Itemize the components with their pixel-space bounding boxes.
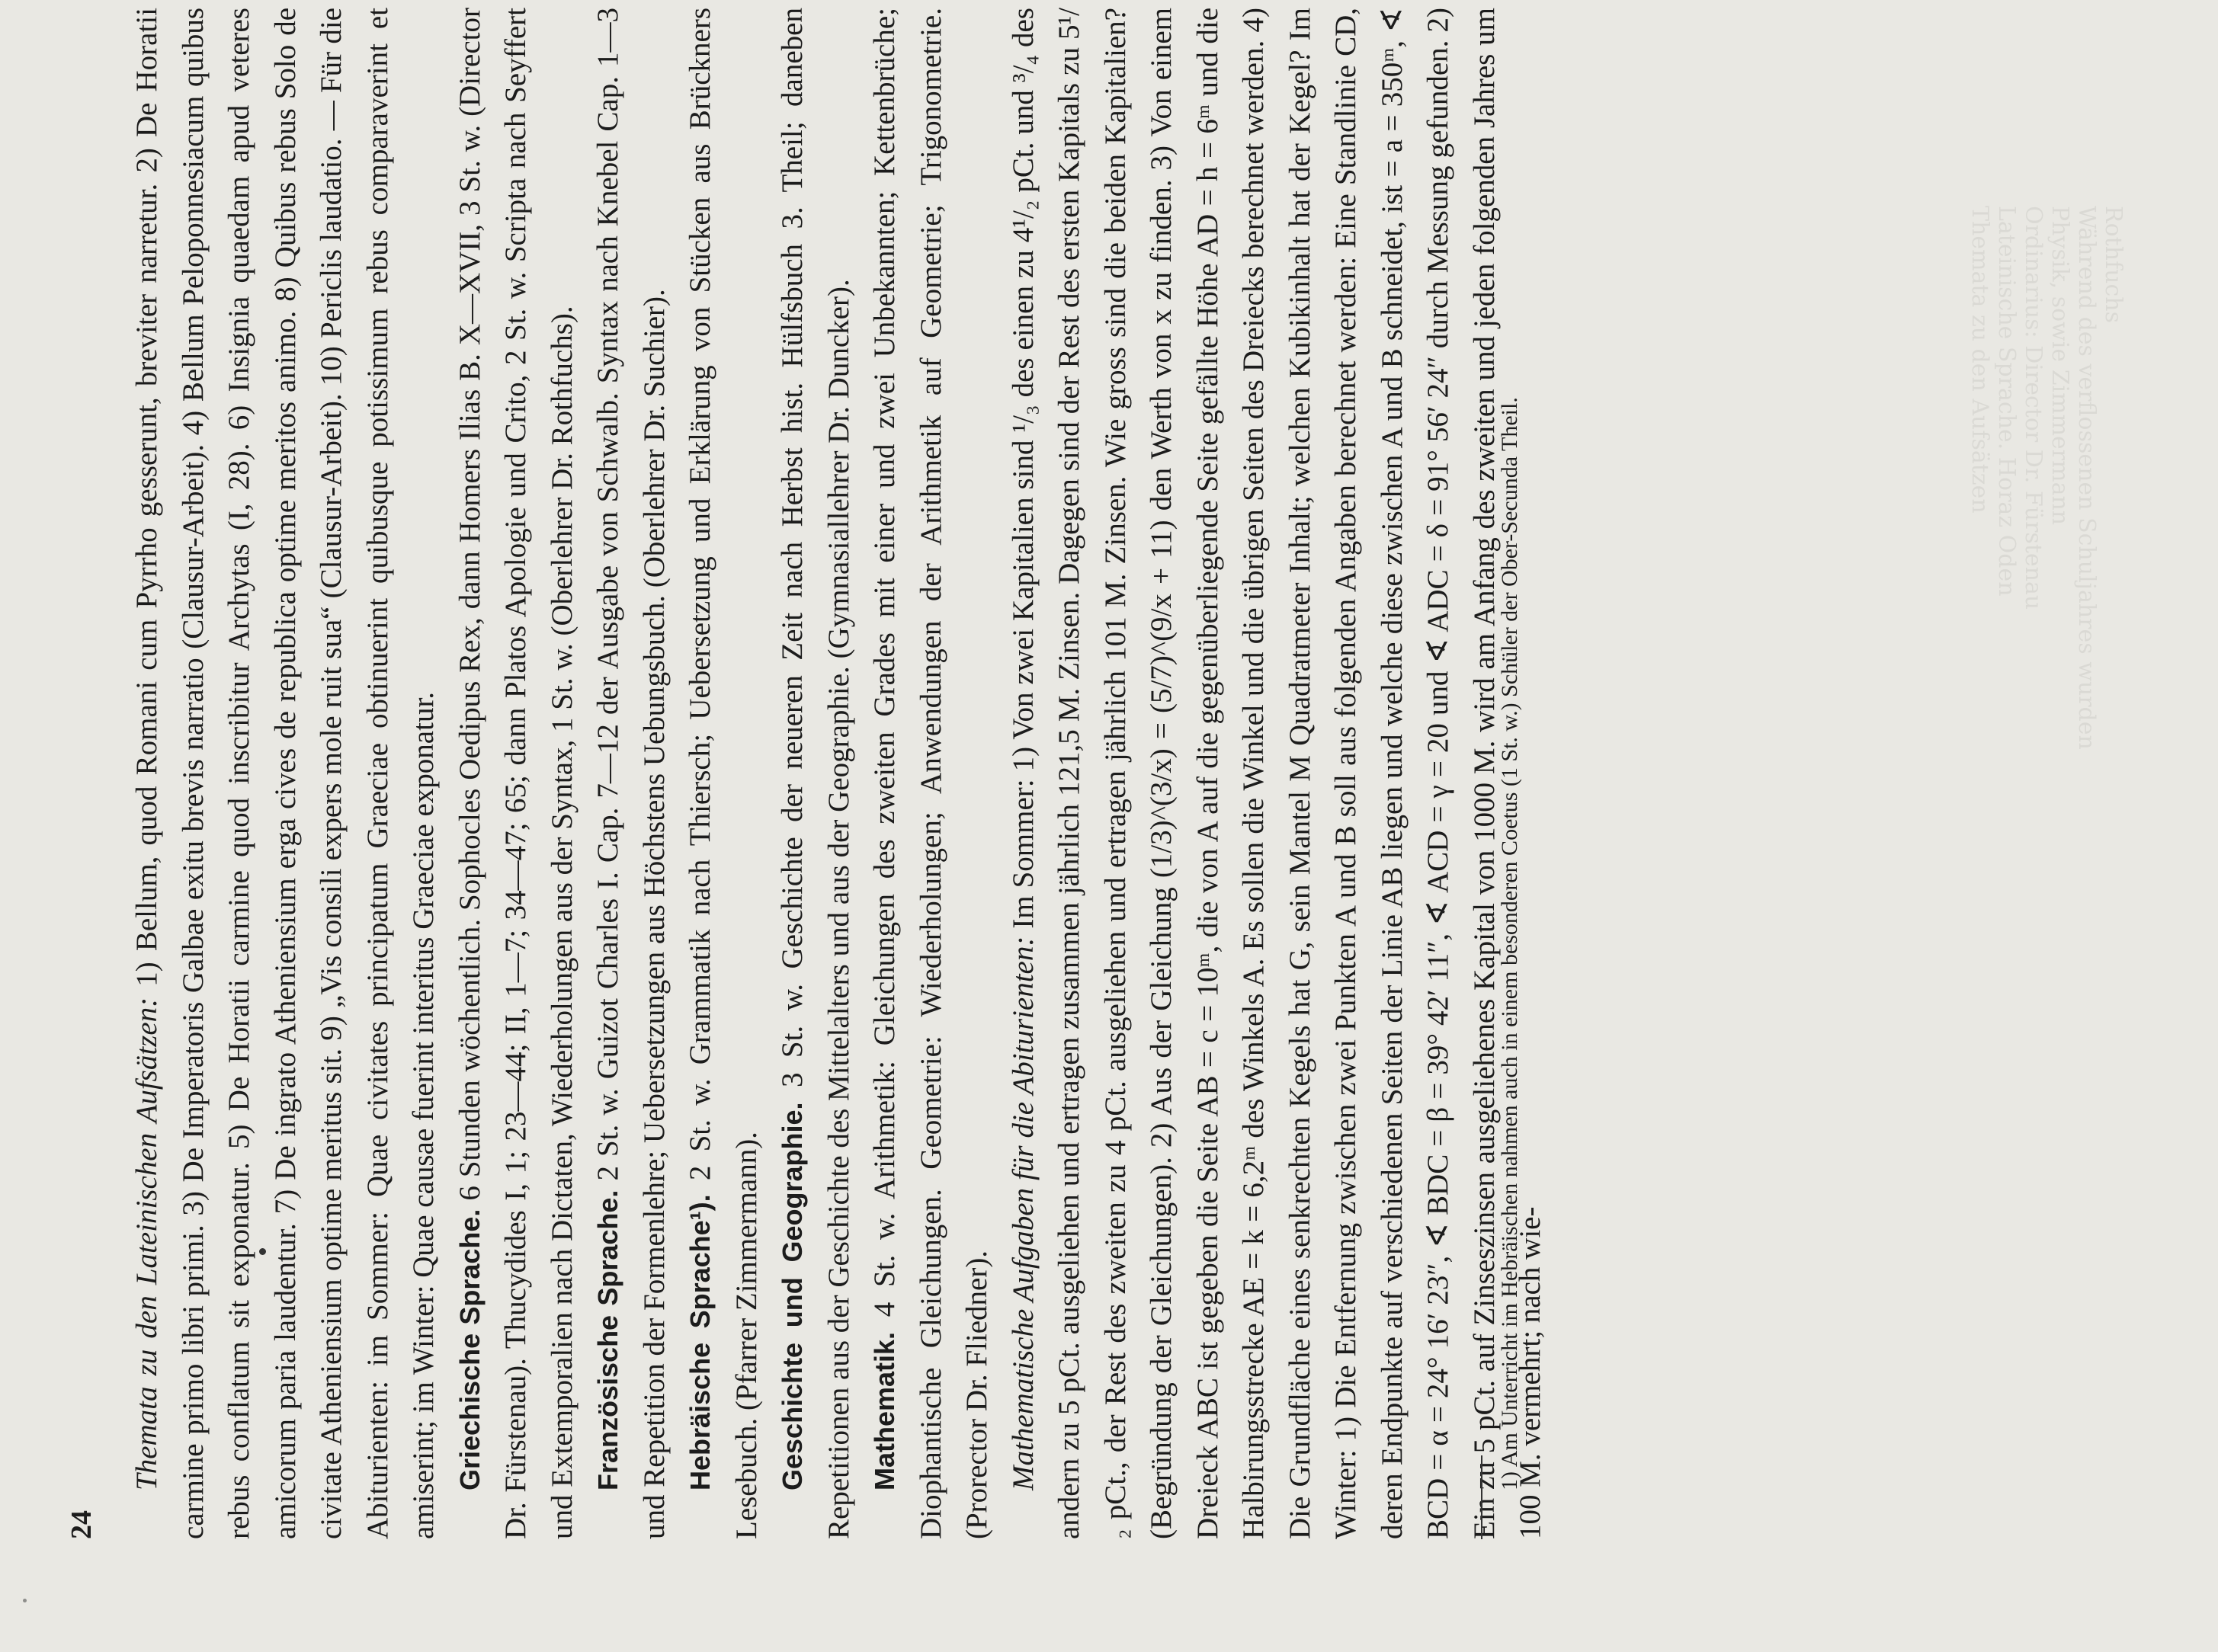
paragraph-text: 3 St. w. Geschichte der neueren Zeit nach Herbst hist. Hülfsbuch 3. Theil; daneben Repetitionen aus der Geschichte des Mittelalters und aus der Geographie. (Gymnasiallehrer Dr. Duncker).	[776, 8, 855, 1539]
paragraph-text: 2 St. w. Grammatik nach Thiersch; Uebersetzung und Erklärung von Stücken aus Brückners Lesebuch. (Pfarrer Zimmermann).	[684, 8, 763, 1539]
rotated-page-content	[65, 0, 2218, 1539]
page-number: 24	[66, 1510, 98, 1539]
paragraph-text: 6 Stunden wöchentlich. Sophocles Oedipus Rex, dann Homers Ilias B. X—XVII, 3 St. w. (Director Dr. Fürstenau). Thucydides I, 1; 23—44; II, 1—7; 34—47; 65; dann Platos Apologie und Crito, 2 St. w. Scripta nach Seyffert und Extemporalien nach Dictaten, Wiederholungen aus der Syntax, 1 St. w. (Oberlehrer Dr. Rothfuchs).	[453, 8, 579, 1539]
scan-speck	[259, 1248, 266, 1255]
footnote: 1) Am Unterricht im Hebräischen nahmen auch in einem besonderen Coetus (1 St. w.) Schüler der Ober-Secunda Theil.	[1497, 397, 1522, 1490]
bleed-line: Ordinarius: Director Dr. Fürstenau	[2020, 206, 2047, 610]
paragraph-griechisch	[447, 8, 586, 1539]
paragraph-themata	[124, 8, 447, 1539]
bleed-line: Lateinische Sprache. Horaz Oden	[1993, 206, 2020, 597]
section-heading: Französische Sprache.	[592, 1189, 623, 1490]
bleed-line: Physik, sowie Zimmermann	[2047, 206, 2073, 526]
paragraph-aufgaben	[1001, 8, 1554, 1539]
footnote-divider	[1481, 1455, 1482, 1539]
bleed-line: Während des verflossenen Schuljahres wurden	[2073, 206, 2100, 750]
bleed-line: Rothfuchs	[2100, 206, 2127, 323]
paragraph-geschichte	[770, 8, 862, 1539]
section-heading: Hebräische Sprache¹).	[684, 1194, 716, 1490]
paragraph-hebraeisch	[678, 8, 770, 1539]
section-heading: Geschichte und Geographie.	[777, 1102, 808, 1490]
section-heading: Griechische Sprache.	[454, 1209, 486, 1490]
paragraph-mathematik	[862, 8, 1001, 1539]
section-heading: Mathematik.	[869, 1331, 900, 1490]
paragraph-text: 4 St. w. Arithmetik: Gleichungen des zweiten Grades mit einer und zwei Unbekannten; Kettenbrüche; Diophantische Gleichungen. Geometrie: Wiederholungen; Anwendungen der Arithmetik auf Geometrie; Trigonometrie. (Prorector Dr. Fliedner).	[868, 8, 993, 1539]
body-text	[124, 8, 1554, 1539]
italic-lead: Mathematische Aufgaben für die Abiturienten:	[1006, 936, 1040, 1490]
paragraph-text: 2 St. w. Guizot Charles I. Cap. 7—12 der Ausgabe von Schwalb. Syntax nach Knebel Cap. 1—3 und Repetition der Formenlehre; Uebersetzungen aus Höchstens Uebungsbuch. (Oberlehrer Dr. Suchier).	[591, 7, 671, 1539]
scan-speck	[23, 1599, 27, 1602]
paragraph-text: Im Sommer: 1) Von zwei Kapitalien sind ¹/₃ des einen zu 4¹/₂ pCt. und ³/₄ des andern zu 5 pCt. ausgeliehen und ertragen zusammen jährlich 121,5 M. Zinsen. Dagegen sind der Rest des ersten Kapitals zu 5¹/₂ pCt., der Rest des zweiten zu 4 pCt. ausgeliehen und ertragen jährlich 101 M. Zinsen. Wie gross sind die beiden Kapitalien? (Begründung der Gleichungen). 2) Aus der Gleichung (1/3)^(3/x) = (5/7)^(9/x + 11) den Werth von x zu finden. 3) Von einem Dreieck ABC ist gegeben die Seite AB = c = 10ᵐ, die von A auf die gegenüberliegende Seite gefällte Höhe AD = h = 6ᵐ und die Halbirungsstrecke AE = k = 6,2ᵐ des Winkels A. Es sollen die Winkel und die übrigen Seiten des Dreiecks berechnet werden. 4) Die Grundfläche eines senkrechten Kegels hat G, sein Mantel M Quadratmeter Inhalt; welchen Kubikinhalt hat der Kegel? Im Winter: 1) Die Entfernung zwischen zwei Punkten A und B soll aus folgenden Angaben berechnet werden: Eine Standlinie CD, deren Endpunkte auf verschiedenen Seiten der Linie AB liegen und welche diese zwischen A und B schneidet, ist = a = 350ᵐ, ∢ BCD = α = 24° 16′ 23″, ∢ BDC = β = 39° 42′ 11″, ∢ ACD = γ = 20 und ∢ ADC = δ = 91° 56′ 24″ durch Messung gefunden. 2) Ein zu 5 pCt. auf Zinseszinsen ausgeliehenes Kapital von 1000 M. wird am Anfang des zweiten und jeden folgenden Jahres um 100 M. vermehrt; nach wie-	[1006, 8, 1547, 1539]
bleed-line: Themata zu den Aufsätzen	[1966, 206, 1993, 514]
paragraph-franzoesisch	[585, 8, 678, 1539]
italic-lead: Themata zu den Lateinischen Aufsätzen:	[130, 997, 163, 1490]
paragraph-text: 1) Bellum, quod Romani cum Pyrrho gesserunt, breviter narretur. 2) De Horatii carmine primo libri primi. 3) De Imperatoris Galbae exitu brevis narratio (Clausur-Arbeit). 4) Bellum Peloponnesiacum quibus rebus conflatum sit exponatur. 5) De Horatii carmine quod inscribitur Archytas (I, 28). 6) Insignia quaedam apud veteres amicorum paria laudentur. 7) De ingrato Atheniensium erga cives de republica optime meritos animo. 8) Quibus rebus Solo de civitate Atheniensium optime meritus sit. 9) „Vis consili expers mole ruit sua“ (Clausur-Arbeit). 10) Periclis laudatio. — Für die Abiturienten: im Sommer: Quae civitates principatum Graeciae obtinuerint quibusque potissimum rebus comparaverint et amiserint; im Winter: Quae causae fuerint interitus Graeciae exponatur.	[130, 8, 440, 1539]
